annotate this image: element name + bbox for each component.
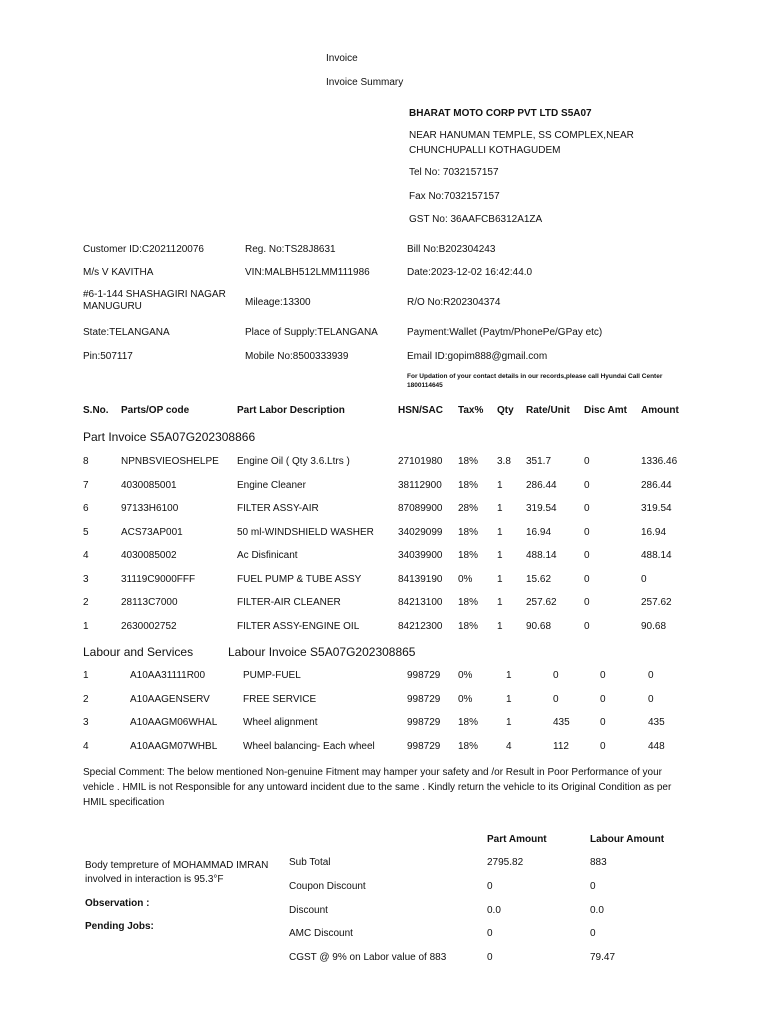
labour-description: Wheel alignment <box>243 717 318 728</box>
part-sno: 5 <box>83 527 89 538</box>
labour-amount-header: Labour Amount <box>590 834 665 845</box>
customer-address: #6-1-144 SHASHAGIRI NAGAR MANUGURU <box>83 289 226 312</box>
part-amount: 286.44 <box>641 480 672 491</box>
part-description: 50 ml-WINDSHIELD WASHER <box>237 527 374 538</box>
customer-name: M/s V KAVITHA <box>83 267 154 278</box>
summary-part-amount: 2795.82 <box>487 857 524 868</box>
customer-id: Customer ID:C2021120076 <box>83 244 204 255</box>
labour-hsn: 998729 <box>407 670 441 681</box>
summary-labour-amount: 883 <box>590 857 607 868</box>
header-code: Parts/OP code <box>121 405 190 416</box>
part-rate: 15.62 <box>526 574 552 585</box>
contact-update-note: For Updation of your contact details in our records,please call Hyundai Call Center 1800114645 <box>407 373 663 389</box>
part-code: 97133H6100 <box>121 503 179 514</box>
customer-state: State:TELANGANA <box>83 327 170 338</box>
labour-tax: 0% <box>458 694 473 705</box>
part-hsn: 34029099 <box>398 527 443 538</box>
part-amount: 257.62 <box>641 597 672 608</box>
summary-labour-amount: 79.47 <box>590 952 616 963</box>
part-rate: 16.94 <box>526 527 552 538</box>
part-qty: 1 <box>497 503 503 514</box>
place-of-supply: Place of Supply:TELANGANA <box>245 327 378 338</box>
part-rate: 90.68 <box>526 621 552 632</box>
invoice-subtitle: Invoice Summary <box>326 77 404 88</box>
part-amount-header: Part Amount <box>487 834 547 845</box>
summary-label: Discount <box>289 905 328 916</box>
part-tax: 18% <box>458 597 479 608</box>
part-description: FILTER-AIR CLEANER <box>237 597 341 608</box>
part-code: 31119C9000FFF <box>121 574 196 585</box>
header-sno: S.No. <box>83 405 109 416</box>
part-code: 4030085002 <box>121 550 177 561</box>
labour-hsn: 998729 <box>407 741 441 752</box>
labour-amount: 448 <box>648 741 665 752</box>
part-sno: 8 <box>83 456 89 467</box>
summary-labour-amount: 0 <box>590 881 596 892</box>
email-id: Email ID:gopim888@gmail.com <box>407 351 548 362</box>
part-rate: 257.62 <box>526 597 557 608</box>
summary-labour-amount: 0 <box>590 928 596 939</box>
part-sno: 3 <box>83 574 89 585</box>
part-description: FILTER ASSY-ENGINE OIL <box>237 621 360 632</box>
mileage: Mileage:13300 <box>245 297 311 308</box>
labour-code: A10AAGM07WHBL <box>130 741 218 752</box>
part-amount: 0 <box>641 574 647 585</box>
summary-label: Coupon Discount <box>289 881 366 892</box>
company-fax: Fax No:7032157157 <box>409 191 500 202</box>
part-qty: 1 <box>497 550 503 561</box>
header-disc: Disc Amt <box>584 405 627 416</box>
part-amount: 16.94 <box>641 527 667 538</box>
labour-description: PUMP-FUEL <box>243 670 301 681</box>
summary-part-amount: 0 <box>487 928 493 939</box>
part-tax: 0% <box>458 574 473 585</box>
labour-sno: 2 <box>83 694 89 705</box>
part-hsn: 27101980 <box>398 456 443 467</box>
labour-disc: 0 <box>600 694 606 705</box>
reg-no: Reg. No:TS28J8631 <box>245 244 336 255</box>
labour-tax: 18% <box>458 741 479 752</box>
part-amount: 90.68 <box>641 621 667 632</box>
part-disc: 0 <box>584 456 590 467</box>
company-gst: GST No: 36AAFCB6312A1ZA <box>409 214 543 225</box>
part-hsn: 34039900 <box>398 550 443 561</box>
part-rate: 351.7 <box>526 456 552 467</box>
part-code: ACS73AP001 <box>121 527 183 538</box>
header-rate: Rate/Unit <box>526 405 570 416</box>
part-disc: 0 <box>584 621 590 632</box>
labour-rate: 112 <box>553 741 569 752</box>
summary-label: Sub Total <box>289 857 331 868</box>
mobile-no: Mobile No:8500333939 <box>245 351 349 362</box>
special-comment: Special Comment: The below mentioned Non-genuine Fitment may hamper your safety and /or Result in Poor Performance of your vehicle . HMIL is not Responsible for any untoward incident due to the same . Kindly return the vehicle to its Original Condition as per HMIL specification <box>83 767 672 808</box>
labour-rate: 435 <box>553 717 570 728</box>
summary-labour-amount: 0.0 <box>590 905 604 916</box>
labour-code: A10AA31111R00 <box>130 670 206 681</box>
labour-tax: 18% <box>458 717 479 728</box>
part-description: Engine Oil ( Qty 3.6.Ltrs ) <box>237 456 350 467</box>
labour-amount: 0 <box>648 670 654 681</box>
part-code: 2630002752 <box>121 621 177 632</box>
part-amount: 319.54 <box>641 503 672 514</box>
part-code: 28113C7000 <box>121 597 178 608</box>
part-disc: 0 <box>584 597 590 608</box>
part-rate: 488.14 <box>526 550 557 561</box>
labour-invoice-title: Labour Invoice S5A07G202308865 <box>228 645 416 659</box>
labour-disc: 0 <box>600 717 606 728</box>
part-tax: 18% <box>458 527 479 538</box>
invoice-title: Invoice <box>326 53 358 64</box>
part-disc: 0 <box>584 574 590 585</box>
part-qty: 1 <box>497 480 503 491</box>
labour-qty: 4 <box>506 741 512 752</box>
labour-qty: 1 <box>506 694 512 705</box>
part-disc: 0 <box>584 503 590 514</box>
labour-section-title: Labour and Services <box>83 645 194 659</box>
ro-no: R/O No:R202304374 <box>407 297 501 308</box>
part-sno: 7 <box>83 480 89 491</box>
payment-method: Payment:Wallet (Paytm/PhonePe/GPay etc) <box>407 327 603 338</box>
part-amount: 1336.46 <box>641 456 678 467</box>
company-address: NEAR HANUMAN TEMPLE, SS COMPLEX,NEAR CHUNCHUPALLI KOTHAGUDEM <box>409 130 634 156</box>
header-amount: Amount <box>641 405 679 416</box>
labour-description: Wheel balancing- Each wheel <box>243 741 375 752</box>
part-description: FILTER ASSY-AIR <box>237 503 319 514</box>
labour-hsn: 998729 <box>407 717 441 728</box>
company-name: BHARAT MOTO CORP PVT LTD S5A07 <box>409 108 592 119</box>
pending-jobs-label: Pending Jobs: <box>85 921 154 932</box>
labour-amount: 435 <box>648 717 665 728</box>
labour-amount: 0 <box>648 694 654 705</box>
labour-code: A10AAGENSERV <box>130 694 210 705</box>
parts-section-title: Part Invoice S5A07G202308866 <box>83 430 256 444</box>
part-qty: 1 <box>497 621 503 632</box>
part-tax: 28% <box>458 503 479 514</box>
header-hsn: HSN/SAC <box>398 405 444 416</box>
part-description: Ac Disfinicant <box>237 550 298 561</box>
vin: VIN:MALBH512LMM111986 <box>245 267 370 278</box>
part-rate: 286.44 <box>526 480 557 491</box>
summary-label: CGST @ 9% on Labor value of 883 <box>289 952 447 963</box>
labour-rate: 0 <box>553 670 559 681</box>
part-tax: 18% <box>458 456 479 467</box>
part-disc: 0 <box>584 550 590 561</box>
part-rate: 319.54 <box>526 503 557 514</box>
part-amount: 488.14 <box>641 550 672 561</box>
part-qty: 1 <box>497 527 503 538</box>
part-hsn: 87089900 <box>398 503 443 514</box>
part-tax: 18% <box>458 621 479 632</box>
part-hsn: 84212300 <box>398 621 443 632</box>
part-sno: 2 <box>83 597 89 608</box>
labour-description: FREE SERVICE <box>243 694 317 705</box>
labour-hsn: 998729 <box>407 694 441 705</box>
labour-rate: 0 <box>553 694 559 705</box>
header-tax: Tax% <box>458 405 484 416</box>
part-qty: 3.8 <box>497 456 511 467</box>
observation-label: Observation : <box>85 898 150 909</box>
summary-label: AMC Discount <box>289 928 353 939</box>
part-hsn: 84139190 <box>398 574 443 585</box>
labour-sno: 4 <box>83 741 89 752</box>
labour-tax: 0% <box>458 670 473 681</box>
header-qty: Qty <box>497 405 514 416</box>
labour-disc: 0 <box>600 670 606 681</box>
labour-disc: 0 <box>600 741 606 752</box>
header-description: Part Labor Description <box>237 405 345 416</box>
summary-part-amount: 0.0 <box>487 905 501 916</box>
body-temperature-note: Body tempreture of MOHAMMAD IMRAN involved in interaction is 95.3°F <box>85 860 269 885</box>
labour-sno: 3 <box>83 717 89 728</box>
bill-no: Bill No:B202304243 <box>407 244 496 255</box>
bill-date: Date:2023-12-02 16:42:44.0 <box>407 267 533 278</box>
part-hsn: 38112900 <box>398 480 442 491</box>
part-description: FUEL PUMP & TUBE ASSY <box>237 574 362 585</box>
part-disc: 0 <box>584 527 590 538</box>
labour-qty: 1 <box>506 670 512 681</box>
labour-sno: 1 <box>83 670 89 681</box>
labour-code: A10AAGM06WHAL <box>130 717 218 728</box>
company-tel: Tel No: 7032157157 <box>409 167 499 178</box>
part-qty: 1 <box>497 574 503 585</box>
summary-part-amount: 0 <box>487 952 493 963</box>
part-qty: 1 <box>497 597 503 608</box>
part-sno: 4 <box>83 550 89 561</box>
part-hsn: 84213100 <box>398 597 443 608</box>
part-sno: 6 <box>83 503 89 514</box>
summary-part-amount: 0 <box>487 881 493 892</box>
part-disc: 0 <box>584 480 590 491</box>
customer-pin: Pin:507117 <box>83 351 133 362</box>
part-description: Engine Cleaner <box>237 480 306 491</box>
part-code: NPNBSVIEOSHELPE <box>121 456 219 467</box>
part-sno: 1 <box>83 621 89 632</box>
part-tax: 18% <box>458 480 479 491</box>
part-code: 4030085001 <box>121 480 177 491</box>
labour-qty: 1 <box>506 717 512 728</box>
part-tax: 18% <box>458 550 479 561</box>
